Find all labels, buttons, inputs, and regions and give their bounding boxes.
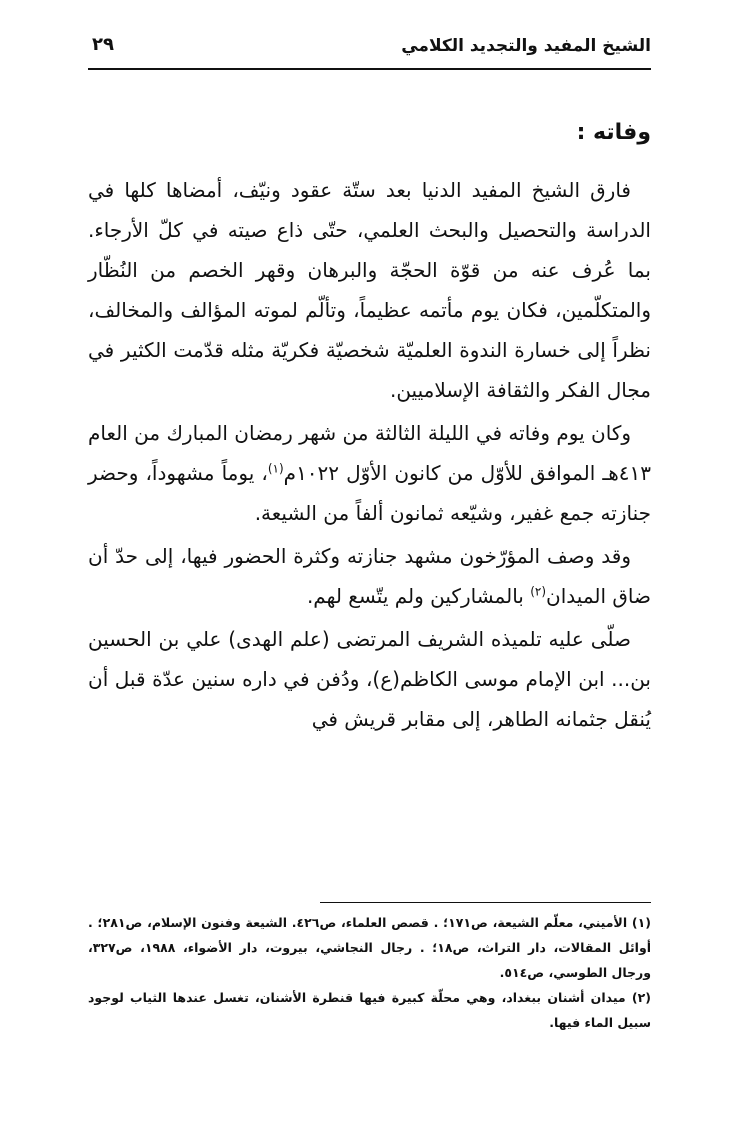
footnote-1: (١) الأميني، معلّم الشيعة، ص١٧١؛ . قصص العلماء، ص٤٢٦. الشيعة وفنون الإسلام، ص٢٨١؛ . أوائل المقالات، دار التراث، ص١٨؛ . رجال النجاشي، بيروت، دار الأضواء، ١٩٨٨، ص٣٢٧، ورجال الطوسي، ص٥١٤. bbox=[88, 915, 651, 980]
footnote-2: (٢) ميدان أشنان ببغداد، وهي محلّة كبيرة فيها قنطرة الأشنان، تغسل عندها الثياب لوجود سبيل الماء فيها. bbox=[88, 990, 651, 1030]
footnote-ref-1[interactable]: (١) bbox=[267, 461, 284, 476]
footnotes bbox=[88, 910, 651, 1035]
section-heading: وفاته : bbox=[576, 120, 651, 145]
page-number: ٢٩ bbox=[92, 34, 114, 55]
paragraph-2-text-a: وكان يوم وفاته في الليلة الثالثة من شهر رمضان المبارك من العام ٤١٣هـ الموافق للأوّل من كانون الأوّل ١٠٢٢م bbox=[88, 421, 652, 485]
paragraph-3-text-b: بالمشاركين ولم يتّسع لهم. bbox=[306, 584, 531, 608]
body-text bbox=[88, 170, 651, 739]
footnote-ref-2[interactable]: (٢) bbox=[530, 584, 547, 599]
running-header bbox=[88, 30, 651, 70]
paragraph-2-text-b: ، يوماً مشهوداً، وحضر جنازته جمع غفير، وشيّعه ثمانون ألفاً من الشيعة. bbox=[88, 461, 651, 525]
paragraph-3 bbox=[88, 536, 651, 616]
paragraph-2 bbox=[88, 413, 651, 533]
paragraph-3-text-a: وقد وصف المؤرّخون مشهد جنازته وكثرة الحضور فيها، إلى حدّ أن ضاق الميدان bbox=[88, 544, 651, 608]
header-title: الشيخ المفيد والتجديد الكلامي bbox=[401, 36, 651, 56]
paragraph-1: فارق الشيخ المفيد الدنيا بعد ستّة عقود ونيّف، أمضاها كلها في الدراسة والتحصيل والبحث العلمي، حتّى ذاع صيته في كلّ الأرجاء. بما عُرف عنه من قوّة الحجّة والبرهان وقهر الخصم من النُظّار والمتكلّمين، فكان يوم مأتمه عظيماً، وتألّم لموته المؤالف والمخالف، نظراً إلى خسارة الندوة العلميّة شخصيّة فكريّة مثله قدّمت الكثير في مجال الفكر والثقافة الإسلاميين. bbox=[88, 178, 651, 402]
paragraph-4: صلّى عليه تلميذه الشريف المرتضى (علم الهدى) علي بن الحسين بن... ابن الإمام موسى الكاظم(ع)، ودُفن في داره سنين عدّة قبل أن يُنقل جثمانه الطاهر، إلى مقابر قريش في bbox=[88, 627, 651, 731]
footnote-divider bbox=[320, 902, 651, 903]
